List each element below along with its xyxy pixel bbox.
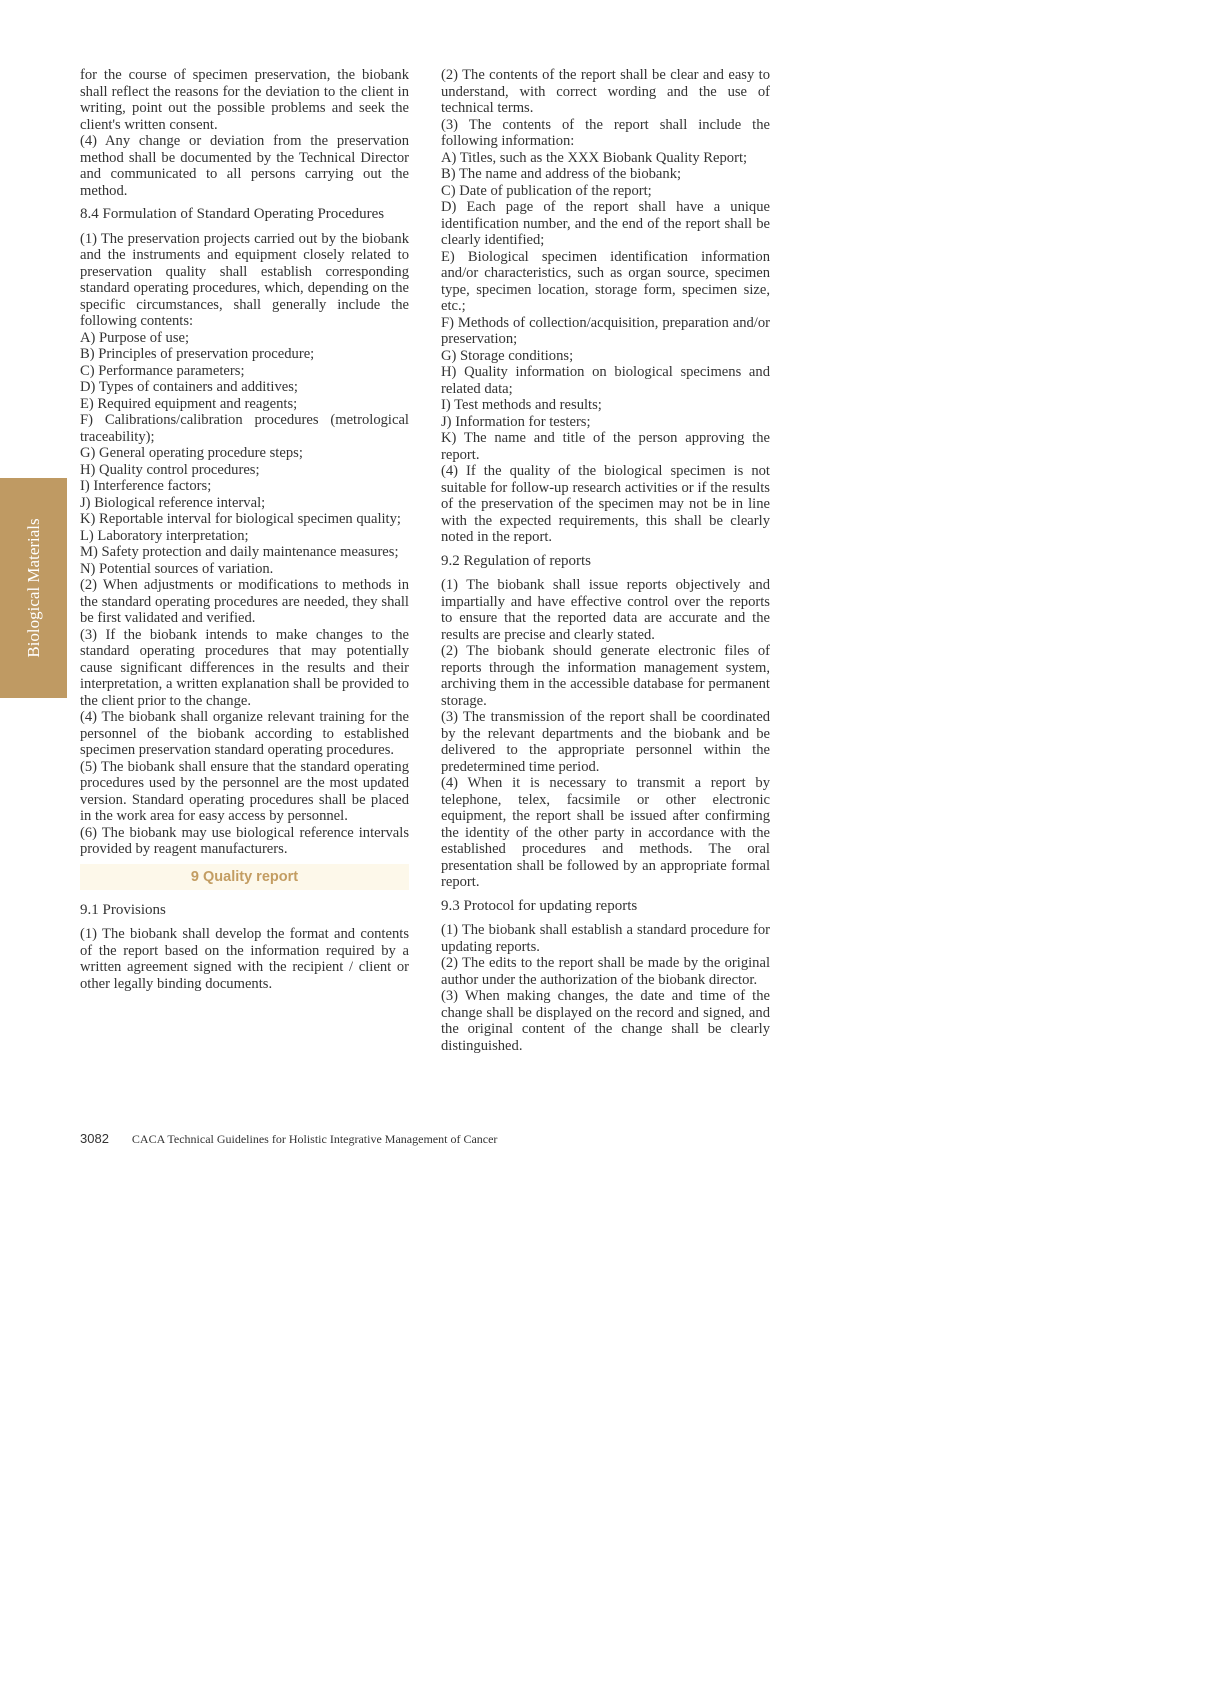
paragraph: D) Each page of the report shall have a unique identification number, and the end of the report shall be clearly identified; <box>441 199 770 248</box>
section-heading: 9.1 Provisions <box>80 901 166 918</box>
paragraph: K) The name and title of the person approving the report. <box>441 430 770 463</box>
paragraph: M) Safety protection and daily maintenance measures; <box>80 544 399 560</box>
section-heading: 8.4 Formulation of Standard Operating Procedures <box>80 206 385 222</box>
page-number: 3082 <box>80 1131 109 1146</box>
paragraph: (4) When it is necessary to transmit a report by telephone, telex, facsimile or other electronic equipment, the report shall be issued after confirming the identity of the other party in accordance with the established procedures and methods. The oral presentation shall be followed by an appropriate formal report. <box>441 775 770 890</box>
paragraph: I) Interference factors; <box>80 478 212 494</box>
paragraph: G) General operating procedure steps; <box>80 445 303 461</box>
section-heading: 9.3 Protocol for updating reports <box>441 897 638 914</box>
paragraph: (3) The transmission of the report shall be coordinated by the relevant departments and the biobank and be delivered to the appropriate personnel within the predetermined time period. <box>441 709 770 775</box>
page-footer <box>80 1131 497 1147</box>
paragraph: B) The name and address of the biobank; <box>441 166 682 182</box>
paragraph: K) Reportable interval for biological specimen quality; <box>80 511 401 527</box>
paragraph: (1) The biobank shall issue reports objectively and impartially and have effective control over the reports to ensure that the reported data are accurate and the results are precise and clearly stated. <box>441 577 770 643</box>
paragraph: (3) The contents of the report shall include the following information: <box>441 116 770 149</box>
paragraph: (5) The biobank shall ensure that the standard operating procedures used by the personnel are the most updated version. Standard operating procedures shall be placed in the work area for easy access by personnel. <box>80 758 409 824</box>
paragraph: I) Test methods and results; <box>441 397 602 413</box>
paragraph: F) Methods of collection/acquisition, preparation and/or preservation; <box>441 314 770 347</box>
paragraph: C) Performance parameters; <box>80 362 245 379</box>
paragraph: H) Quality control procedures; <box>80 461 260 478</box>
paragraph: (4) Any change or deviation from the preservation method shall be documented by the Technical Director and communicated to all persons carrying out the method. <box>80 133 409 199</box>
chapter-heading: 9 Quality report <box>80 864 409 890</box>
paragraph: (3) When making changes, the date and time of the change shall be displayed on the record and signed, and the original content of the change shall be clearly distinguished. <box>441 988 770 1054</box>
side-tab-label: Biological Materials <box>23 518 43 658</box>
paragraph: J) Biological reference interval; <box>80 494 266 511</box>
paragraph: D) Types of containers and additives; <box>80 379 298 395</box>
left-column <box>80 67 409 992</box>
paragraph: (2) The contents of the report shall be clear and easy to understand, with correct wording and the use of technical terms. <box>441 67 770 116</box>
paragraph: H) Quality information on biological specimens and related data; <box>441 364 770 397</box>
paragraph: (4) The biobank shall organize relevant training for the personnel of the biobank according to established specimen preservation standard operating procedures. <box>80 709 409 758</box>
paragraph: C) Date of publication of the report; <box>441 182 652 199</box>
paragraph: (2) When adjustments or modifications to methods in the standard operating procedures are needed, they shall be first validated and verified. <box>80 577 409 626</box>
paragraph: B) Principles of preservation procedure; <box>80 346 315 362</box>
paragraph: (2) The biobank should generate electronic files of reports through the information management system, archiving them in the accessible database for permanent storage. <box>441 643 770 709</box>
paragraph: F) Calibrations/calibration procedures (metrological traceability); <box>80 412 409 445</box>
paragraph: (1) The preservation projects carried out by the biobank and the instruments and equipment closely related to preservation quality shall establish corresponding standard operating procedures, which, depending on the specific circumstances, shall generally include the following contents: <box>80 230 409 329</box>
paragraph: for the course of specimen preservation, the biobank shall reflect the reasons for the deviation to the client in writing, point out the possible problems and seek the client's written consent. <box>80 67 409 133</box>
paragraph: (6) The biobank may use biological reference intervals provided by reagent manufacturers. <box>80 824 409 857</box>
section-heading: 9.2 Regulation of reports <box>441 552 591 569</box>
paragraph: L) Laboratory interpretation; <box>80 527 249 544</box>
paragraph: J) Information for testers; <box>441 413 591 430</box>
paragraph: (4) If the quality of the biological specimen is not suitable for follow-up research activities or if the results of the preservation of the specimen may not be in line with the expected requirements, this shall be clearly noted in the report. <box>441 463 770 545</box>
paragraph: G) Storage conditions; <box>441 347 574 364</box>
section-side-tab <box>0 478 67 698</box>
paragraph: E) Biological specimen identification information and/or characteristics, such as organ source, specimen type, specimen location, storage form, specimen size, etc.; <box>441 248 770 314</box>
paragraph: A) Purpose of use; <box>80 329 190 346</box>
paragraph: (1) The biobank shall develop the format and contents of the report based on the information required by a written agreement signed with the recipient / client or other legally binding documents. <box>80 926 409 992</box>
paragraph: (3) If the biobank intends to make changes to the standard operating procedures that may potentially cause significant differences in the results and their interpretation, a written explanation shall be provided to the client prior to the change. <box>80 626 409 709</box>
paragraph: E) Required equipment and reagents; <box>80 395 298 412</box>
running-title: CACA Technical Guidelines for Holistic Integrative Management of Cancer <box>131 1132 498 1146</box>
paragraph: (2) The edits to the report shall be made by the original author under the authorization of the biobank director. <box>441 955 770 988</box>
paragraph: (1) The biobank shall establish a standard procedure for updating reports. <box>441 922 770 955</box>
paragraph: A) Titles, such as the XXX Biobank Quality Report; <box>441 149 748 166</box>
right-column <box>441 67 770 1054</box>
paragraph: N) Potential sources of variation. <box>80 560 274 577</box>
